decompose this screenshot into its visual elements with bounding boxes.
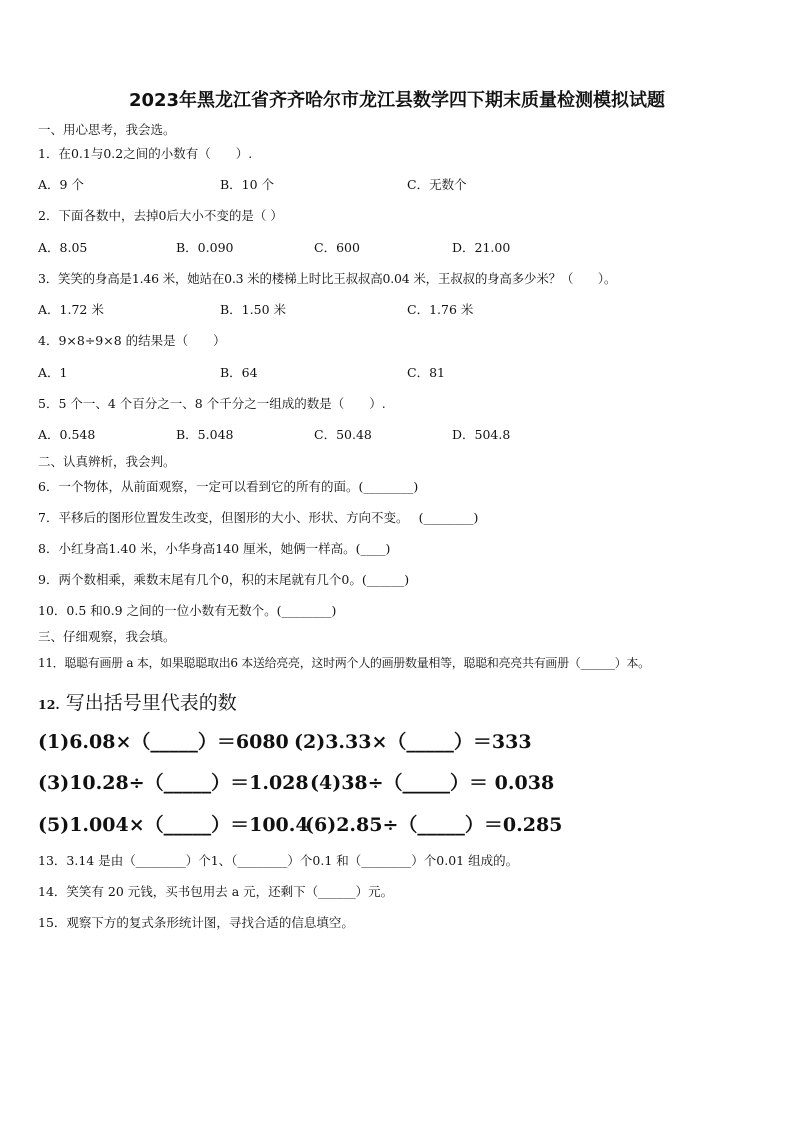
question-15: 15．观察下方的复式条形统计图，寻找合适的信息填空。	[38, 915, 354, 930]
q2-option-d: D．21.00	[452, 240, 511, 255]
section-heading-choice: 一、用心思考，我会选。	[38, 122, 176, 137]
question-13: 13．3.14 是由（________）个1、（________）个0.1 和（________）个0.01 组成的。	[38, 853, 519, 868]
question-14: 14．笑笑有 20 元钱，买书包用去 a 元，还剩下（______）元。	[38, 884, 394, 899]
equation-3: (3)10.28÷（_____）＝1.028	[38, 772, 309, 794]
q3-option-b: B．1.50 米	[220, 302, 286, 317]
q5-option-a: A．0.548	[38, 427, 96, 442]
q3-option-c: C．1.76 米	[407, 302, 474, 317]
q2-option-c: C．600	[314, 240, 360, 255]
q1-option-b: B．10 个	[220, 177, 275, 192]
question-12-heading	[38, 688, 237, 715]
q4-option-c: C．81	[407, 365, 445, 380]
q2-option-b: B．0.090	[176, 240, 234, 255]
q1-option-c: C．无数个	[407, 177, 467, 192]
equation-1: (1)6.08×（_____）＝6080	[38, 731, 289, 753]
q4-option-b: B．64	[220, 365, 258, 380]
question-4: 4．9×8÷9×8 的结果是（ ）	[38, 333, 226, 348]
question-10: 10．0.5 和0.9 之间的一位小数有无数个。(________)	[38, 603, 337, 618]
question-8: 8．小红身高1.40 米，小华身高140 厘米，她俩一样高。(____)	[38, 541, 391, 556]
q5-option-c: C．50.48	[314, 427, 372, 442]
page-title: 2023年黑龙江省齐齐哈尔市龙江县数学四下期末质量检测模拟试题	[128, 90, 666, 111]
equation-4: (4)38÷（_____）＝ 0.038	[310, 772, 555, 794]
question-12-number: 12.	[38, 697, 60, 712]
question-11: 11．聪聪有画册 a 本，如果聪聪取出6 本送给亮亮，这时两个人的画册数量相等，聪聪和亮亮共有画册（______）本。	[38, 656, 650, 670]
q5-option-b: B．5.048	[176, 427, 234, 442]
question-1: 1．在0.1与0.2之间的小数有（ ）.	[38, 146, 253, 161]
question-5: 5．5 个一、4 个百分之一、8 个千分之一组成的数是（ ）.	[38, 396, 386, 411]
equation-5: (5)1.004×（_____）＝100.4	[38, 814, 309, 836]
question-2: 2．下面各数中，去掉0后大小不变的是（ ）	[38, 208, 283, 223]
q1-option-a: A．9 个	[38, 177, 84, 192]
question-9: 9．两个数相乘，乘数末尾有几个0，积的末尾就有几个0。(______)	[38, 572, 410, 587]
q4-option-a: A．1	[38, 365, 68, 380]
section-heading-fill: 三、仔细观察，我会填。	[38, 629, 176, 644]
question-12-text: 写出括号里代表的数	[65, 692, 237, 714]
q3-option-a: A．1.72 米	[38, 302, 104, 317]
q5-option-d: D．504.8	[452, 427, 511, 442]
section-heading-judge: 二、认真辨析，我会判。	[38, 454, 176, 469]
q2-option-a: A．8.05	[38, 240, 88, 255]
question-6: 6．一个物体，从前面观察，一定可以看到它的所有的面。(________)	[38, 479, 419, 494]
question-7: 7．平移后的图形位置发生改变，但图形的大小、形状、方向不变。 (________)	[38, 510, 479, 525]
equation-6: (6)2.85÷（_____）＝0.285	[305, 814, 563, 836]
equation-2: (2)3.33×（_____）＝333	[294, 731, 532, 753]
question-3: 3．笑笑的身高是1.46 米，她站在0.3 米的楼梯上时比王叔叔高0.04 米，王叔叔的身高多少米？（ ）。	[38, 271, 617, 286]
